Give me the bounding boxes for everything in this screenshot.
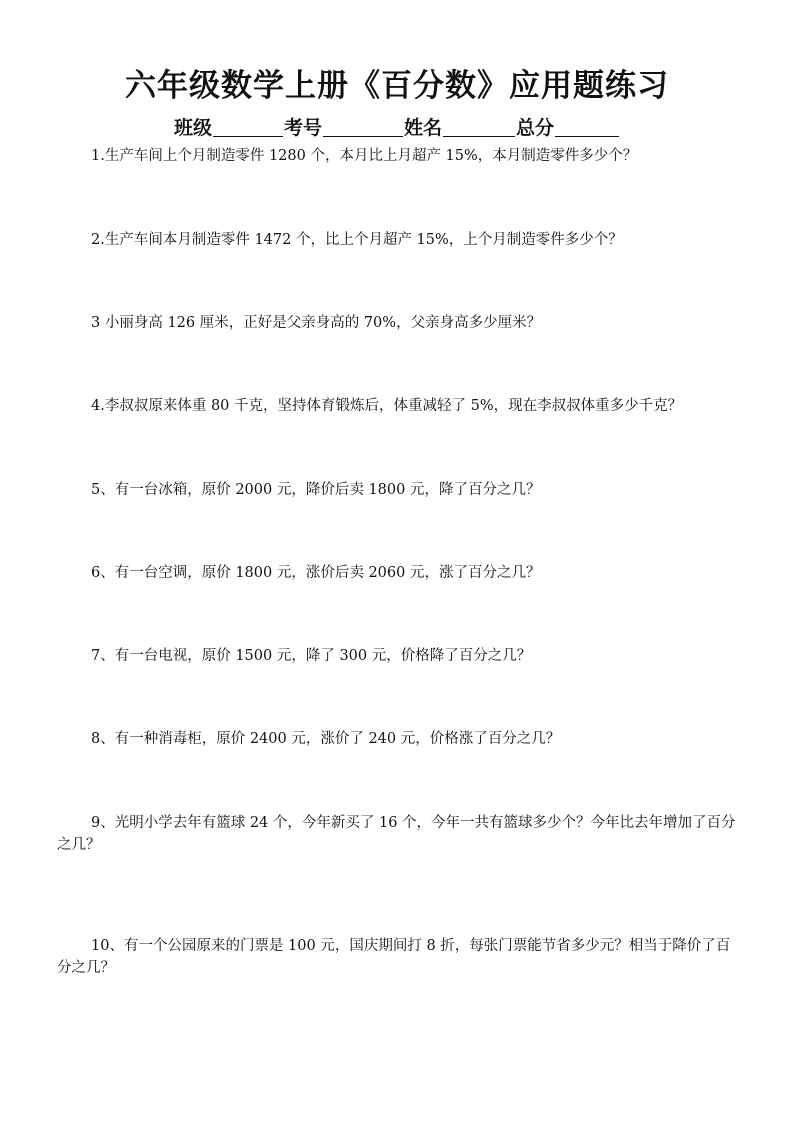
exam-number-label: 考号 [283,117,322,139]
question-1: 1.生产车间上个月制造零件 1280 个，本月比上月超产 15%，本月制造零件多少个？ [91,148,638,164]
class-label: 班级 [173,117,212,139]
exam-number-blank[interactable] [323,118,403,137]
name-label: 姓名 [404,117,443,139]
class-blank[interactable] [213,118,283,137]
question-3: 3 小丽身高 126 厘米，正好是父亲身高的 70%，父亲身高多少厘米？ [91,315,542,331]
page-title: 六年级数学上册《百分数》应用题练习 [125,68,669,104]
score-blank[interactable] [555,118,619,137]
question-4: 4.李叔叔原来体重 80 千克，坚持体育锻炼后，体重减轻了 5%，现在李叔叔体重多少千克？ [91,398,683,414]
question-6: 6、有一台空调，原价 1800 元，涨价后卖 2060 元，涨了百分之几？ [91,565,541,581]
question-2: 2.生产车间本月制造零件 1472 个，比上个月超产 15%，上个月制造零件多少个？ [91,232,623,248]
score-label: 总分 [516,117,555,139]
question-10: 10、有一个公园原来的门票是 100 元，国庆期间打 8 折，每张门票能节省多少元？相当于降价了百分之几？ [57,938,731,976]
student-info-line [0,113,794,140]
question-7: 7、有一台电视，原价 1500 元，降了 300 元，价格降了百分之几？ [91,648,532,664]
name-blank[interactable] [443,118,515,137]
question-5: 5、有一台冰箱，原价 2000 元，降价后卖 1800 元，降了百分之几？ [91,482,541,498]
question-9: 9、光明小学去年有篮球 24 个，今年新买了 16 个，今年一共有篮球多少个？今年比去年增加了百分之几？ [57,815,736,853]
question-8: 8、有一种消毒柜，原价 2400 元，涨价了 240 元，价格涨了百分之几？ [91,731,561,747]
